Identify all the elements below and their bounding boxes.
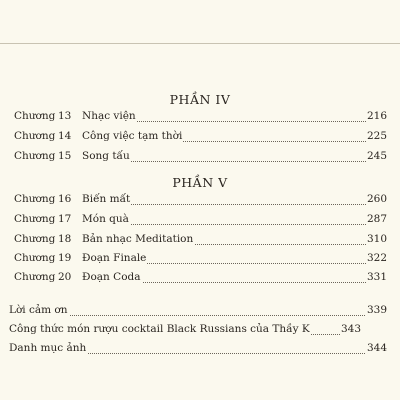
chapter-label: Chương xyxy=(14,150,56,162)
chapter-label: Chương xyxy=(14,233,56,245)
chapter-title: Nhạc viện xyxy=(82,110,136,122)
part-heading-4: PHẦN IV xyxy=(169,92,231,107)
entry-title: Công thức món rượu cocktail Black Russians của Thầy K xyxy=(9,323,310,335)
chapter-label: Chương xyxy=(14,193,56,205)
part-heading-5: PHẦN V xyxy=(172,175,228,190)
chapter-number: 15 xyxy=(58,150,72,162)
page-number: 260 xyxy=(367,193,388,205)
toc-row-ch14[interactable] xyxy=(0,130,400,144)
toc-row-ch15[interactable] xyxy=(0,150,400,164)
page-number: 310 xyxy=(367,233,388,245)
chapter-title: Bản nhạc Meditation xyxy=(82,233,194,245)
chapter-number: 17 xyxy=(58,213,72,225)
chapter-number: 16 xyxy=(58,193,72,205)
page-number: 331 xyxy=(367,271,388,283)
chapter-number: 18 xyxy=(58,233,72,245)
chapter-label: Chương xyxy=(14,213,56,225)
chapter-title: Đoạn Finale xyxy=(82,252,147,264)
page-number: 343 xyxy=(341,323,362,335)
chapter-label: Chương xyxy=(14,130,56,142)
chapter-label: Chương xyxy=(14,271,56,283)
toc-row-ch13[interactable] xyxy=(0,110,400,124)
chapter-number: 13 xyxy=(58,110,72,122)
page-number: 344 xyxy=(367,342,388,354)
entry-title: Danh mục ảnh xyxy=(9,342,87,354)
page-number: 216 xyxy=(367,110,388,122)
toc-row-ch17[interactable] xyxy=(0,213,400,227)
chapter-title: Công việc tạm thời xyxy=(82,130,183,142)
toc-row-ch19[interactable] xyxy=(0,252,400,266)
entry-title: Lời cảm ơn xyxy=(9,304,68,316)
toc-row-ch16[interactable] xyxy=(0,193,400,207)
toc-row-ch18[interactable] xyxy=(0,233,400,247)
toc-row-cocktail-recipe[interactable] xyxy=(0,323,400,337)
chapter-title: Đoạn Coda xyxy=(82,271,141,283)
chapter-title: Song tấu xyxy=(82,150,130,162)
page-number: 287 xyxy=(367,213,388,225)
chapter-label: Chương xyxy=(14,110,56,122)
toc-row-ch20[interactable] xyxy=(0,271,400,285)
page-number: 339 xyxy=(367,304,388,316)
chapter-title: Món quà xyxy=(82,213,129,225)
toc-row-photo-list[interactable] xyxy=(0,342,400,356)
chapter-number: 19 xyxy=(58,252,72,264)
chapter-number: 14 xyxy=(58,130,72,142)
toc-row-acknowledgements[interactable] xyxy=(0,304,400,318)
top-rule xyxy=(0,43,400,44)
page-number: 245 xyxy=(367,150,388,162)
chapter-number: 20 xyxy=(58,271,72,283)
chapter-title: Biến mất xyxy=(82,193,131,205)
chapter-label: Chương xyxy=(14,252,56,264)
page-number: 322 xyxy=(367,252,388,264)
page-number: 225 xyxy=(367,130,388,142)
